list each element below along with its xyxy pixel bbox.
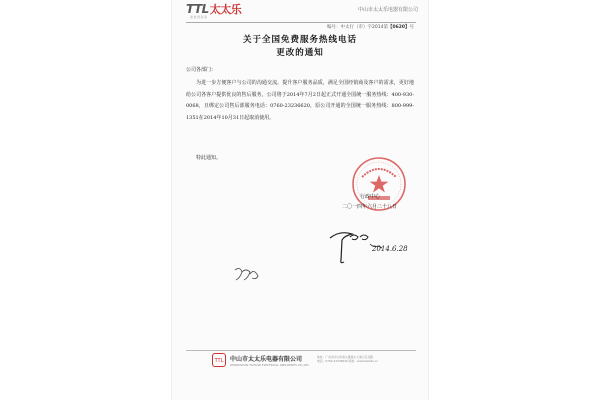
issuing-department: 行政中心 xyxy=(360,194,381,200)
closing-line: 特此通知。 xyxy=(196,155,222,161)
document-title-line-2: 更改的通知 xyxy=(276,48,324,58)
notice-body: 为进一步方便客户与公司的沟通交流，提升客户服务品质，满足全国经销商及客户的需求，更好地给公司各客户提供优良的售后服务，公司将于2014年7月2日起正式开通全国统一服务热线：400-930-0068，且绑定公司售后部服务电话：0760-23236620，原公司开通的全国统一服务热线：800-999-1351在2014年10月31日起取消使用。 xyxy=(186,80,414,121)
footer-logo-icon: TTL xyxy=(212,353,226,367)
letterhead xyxy=(172,0,428,22)
document-number xyxy=(327,24,414,30)
svg-text:2014.6.28: 2014.6.28 xyxy=(372,245,408,253)
footer-divider xyxy=(186,350,416,351)
footer-company-name: 中山市太太乐电器有限公司 xyxy=(230,356,303,363)
issue-date: 二〇一四年六月二十八日 xyxy=(342,204,398,210)
doc-number-prefix: 编号：中太行（市）字2014第 xyxy=(327,25,388,30)
handwritten-initials xyxy=(232,262,262,286)
footer-phone: 电话：0760-23236620 网址：www.tailaile.cn xyxy=(317,359,379,363)
doc-number-value: 【0620】 xyxy=(387,25,410,30)
footer-contact xyxy=(317,355,417,363)
footer-company-english: ZHONGSHAN TAITAILE ELECTRICAL APPLIANCES CO.,LTD xyxy=(230,363,309,367)
logo-tagline: 美食创造者 xyxy=(190,15,208,19)
logo-latin: TTL xyxy=(186,2,209,16)
letterhead-company-name: 中山市太太乐电器有限公司 xyxy=(357,7,418,13)
document-page xyxy=(172,0,428,400)
doc-number-suffix: 号 xyxy=(409,25,414,30)
logo-chinese: 太太乐 xyxy=(209,3,242,16)
document-title-line-1: 关于全国免费服务热线电话 xyxy=(242,35,357,45)
footer-address: 地址：广东省中山市南头镇南头大道人民北路 xyxy=(317,355,373,359)
handwritten-date xyxy=(322,218,412,268)
header-divider xyxy=(186,22,416,23)
salutation: 公司各部门： xyxy=(186,67,217,73)
